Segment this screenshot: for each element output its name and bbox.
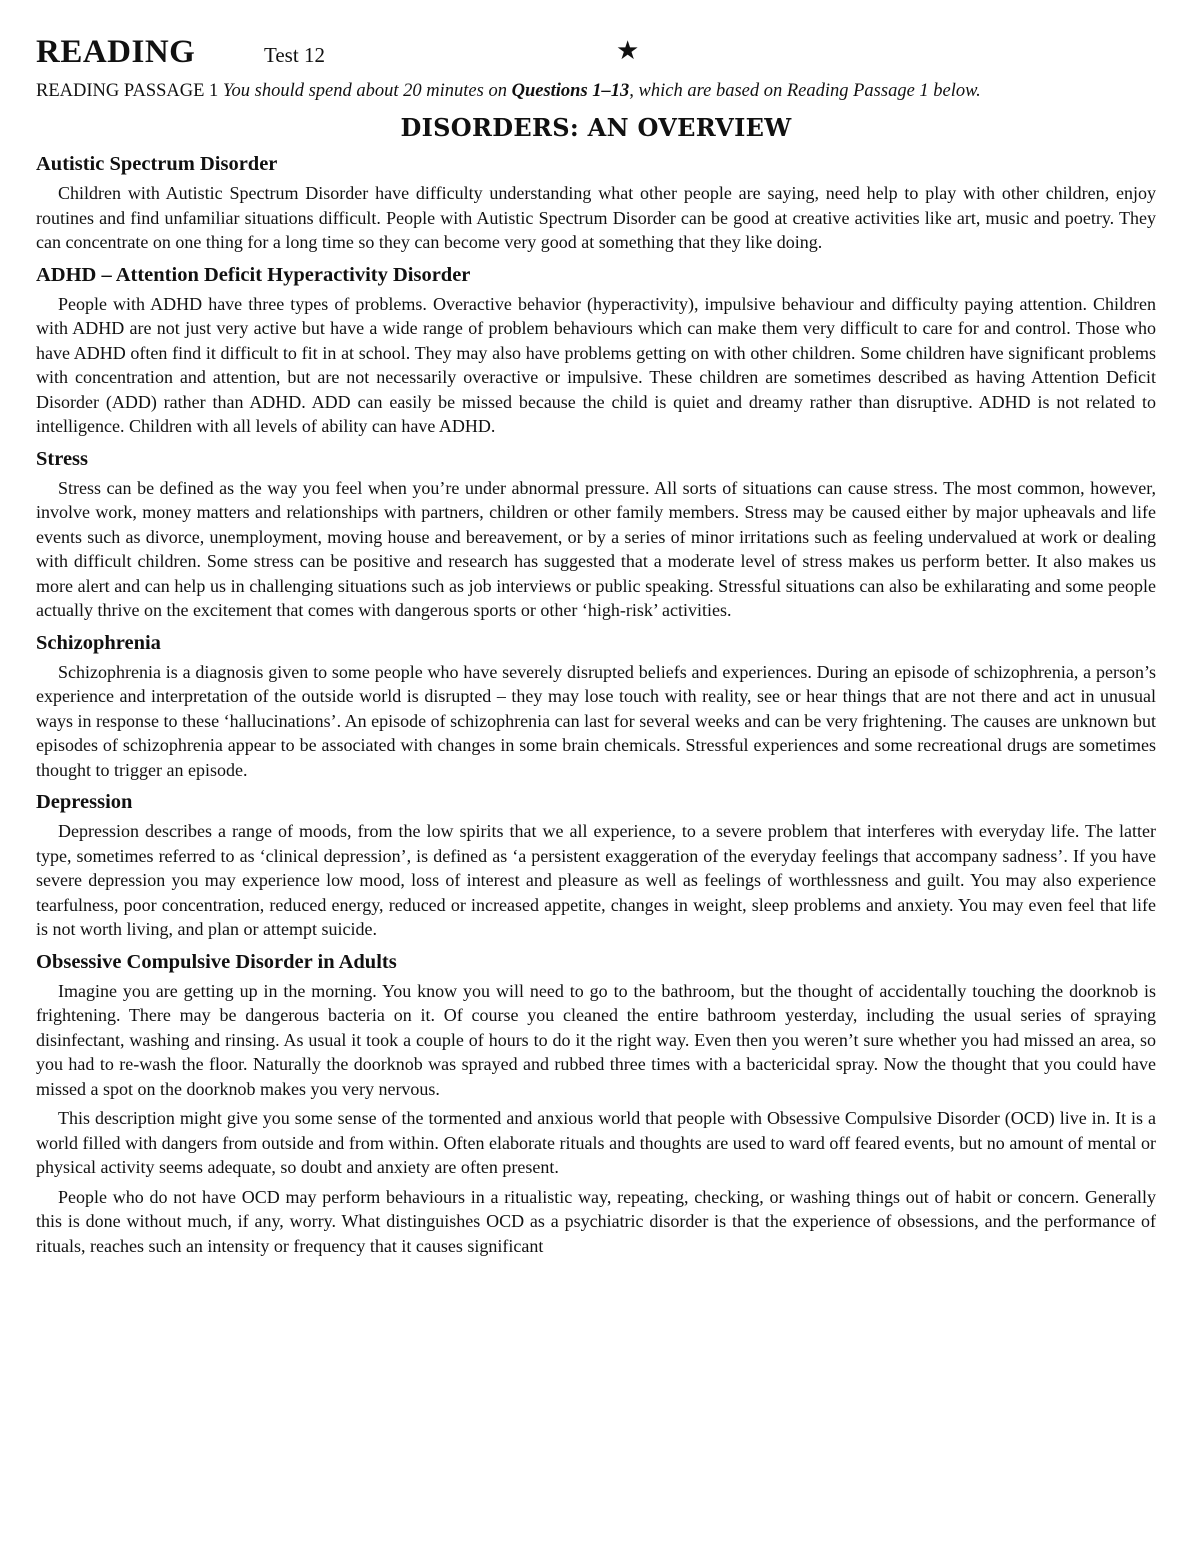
paragraph: Schizophrenia is a diagnosis given to some people who have severely disrupted beliefs and experiences. During an episode of schizophrenia, a person’s experience and interpretation of the outside world is disrupted – they may lose touch with reality, see or hear things that are not there and act in unusual ways in response to these ‘hallucinations’. An episode of schizophrenia can last for several weeks and can be very frightening. The causes are unknown but episodes of schizophrenia appear to be associated with changes in some brain chemicals. Stressful experiences and some recreational drugs are sometimes thought to trigger an episode.: [36, 661, 1156, 780]
star-icon: ★: [616, 36, 640, 65]
paragraph: People with ADHD have three types of problems. Overactive behavior (hyperactivity), impulsive behaviour and difficulty paying attention. Children with ADHD are not just very active but have a wide range of problem behaviours which can make them very difficult to care for and control. Those who have ADHD often find it difficult to fit in at school. They may also have problems getting on with other children. Some children have significant problems with concentration and attention, but are not necessarily overactive or impulsive. These children are sometimes described as having Attention Deficit Disorder (ADD) rather than ADHD. ADD can easily be missed because the child is quiet and dreamy rather than disruptive. ADHD is not related to intelligence. Children with all levels of ability can have ADHD.: [36, 293, 1156, 436]
section-heading: Depression: [36, 791, 133, 813]
page-header: [36, 28, 1156, 74]
test-label: Test 12: [264, 43, 325, 67]
section-heading: Obsessive Compulsive Disorder in Adults: [36, 950, 397, 973]
section-stress: [36, 446, 1156, 623]
instruction-before: You should spend about 20 minutes on: [222, 81, 507, 101]
paragraph: People who do not have OCD may perform behaviours in a ritualistic way, repeating, checking, or washing things out of habit or concern. Generally this is done without much, if any, worry. What distinguishes OCD as a psychiatric disorder is that the experience of obsessions, and the performance of rituals, reaches such an intensity or frequency that it causes significant: [36, 1186, 1156, 1256]
section-heading: Autistic Spectrum Disorder: [36, 153, 278, 175]
questions-ref: Questions 1–13: [511, 81, 630, 101]
section-heading: Schizophrenia: [36, 631, 161, 654]
paragraph: Stress can be defined as the way you feel when you’re under abnormal pressure. All sorts of situations can cause stress. The most common, however, involve work, money matters and relationships with partners, children or other family members. Stress may be caused either by major upheavals and life events such as divorce, unemployment, moving house and bereavement, or by a series of minor irritations such as feeling undervalued at work or dealing with difficult children. Some stress can be positive and research has suggested that a moderate level of stress makes us perform better. It also makes us more alert and can help us in challenging situations such as job interviews or public speaking. Stressful situations can also be exhilarating and some people actually thrive on the excitement that comes with dangerous sports or other ‘high-risk’ activities.: [36, 477, 1156, 620]
section-ocd: [36, 949, 1156, 1259]
section-schizophrenia: [36, 630, 1156, 783]
paragraph: Children with Autistic Spectrum Disorder have difficulty understanding what other people are saying, need help to play with other children, enjoy routines and find unfamiliar situations difficult. People with Autistic Spectrum Disorder can be good at creative activities like art, music and poetry. They can concentrate on one thing for a long time so they can become very good at something that they like doing.: [36, 183, 1156, 252]
paragraph: Depression describes a range of moods, from the low spirits that we all experience, to a severe problem that interferes with everyday life. The latter type, sometimes referred to as ‘clinical depression’, is defined as ‘a persistent exaggeration of the everyday feelings that accompany sadness’. If you have severe depression you may experience low mood, loss of interest and pleasure as well as feelings of worthlessness and guilt. You may also experience tearfulness, poor concentration, reduced energy, reduced or increased appetite, changes in weight, sleep problems and anxiety. You may even feel that life is not worth living, and plan or attempt suicide.: [36, 821, 1156, 939]
section-heading: ADHD – Attention Deficit Hyperactivity Disorder: [36, 263, 471, 286]
document-page: [36, 28, 1156, 1263]
section-heading: Stress: [36, 447, 89, 470]
reading-label: READING: [36, 34, 196, 70]
paragraph: Imagine you are getting up in the morning. You know you will need to go to the bathroom, but the thought of accidentally touching the doorknob is frightening. There may be dangerous bacteria on it. Of course you cleaned the entire bathroom yesterday, including the usual series of spraying disinfectant, washing and rinsing. As usual it took a couple of hours to do it the right way. Even then you weren’t sure whether you had missed an area, so you had to re-wash the floor. Naturally the doorknob was sprayed and rubbed three times with a bactericidal spray. Now the thought that you could have missed a spot on the doorknob makes you very nervous.: [36, 980, 1156, 1099]
paragraph: This description might give you some sense of the tormented and anxious world that people with Obsessive Compulsive Disorder (OCD) live in. It is a world filled with dangers from outside and from within. Often elaborate rituals and thoughts are used to ward off feared events, but no amount of mental or physical activity seems adequate, so doubt and anxiety are often present.: [36, 1108, 1156, 1177]
passage-label: READING PASSAGE 1: [36, 81, 219, 101]
passage-title: DISORDERS: AN OVERVIEW: [400, 113, 792, 142]
section-autism: [36, 151, 1156, 255]
section-depression: [36, 789, 1156, 942]
passage-intro: [36, 78, 1156, 104]
instruction-after: , which are based on Reading Passage 1 below.: [629, 81, 981, 101]
section-adhd: [36, 262, 1156, 439]
